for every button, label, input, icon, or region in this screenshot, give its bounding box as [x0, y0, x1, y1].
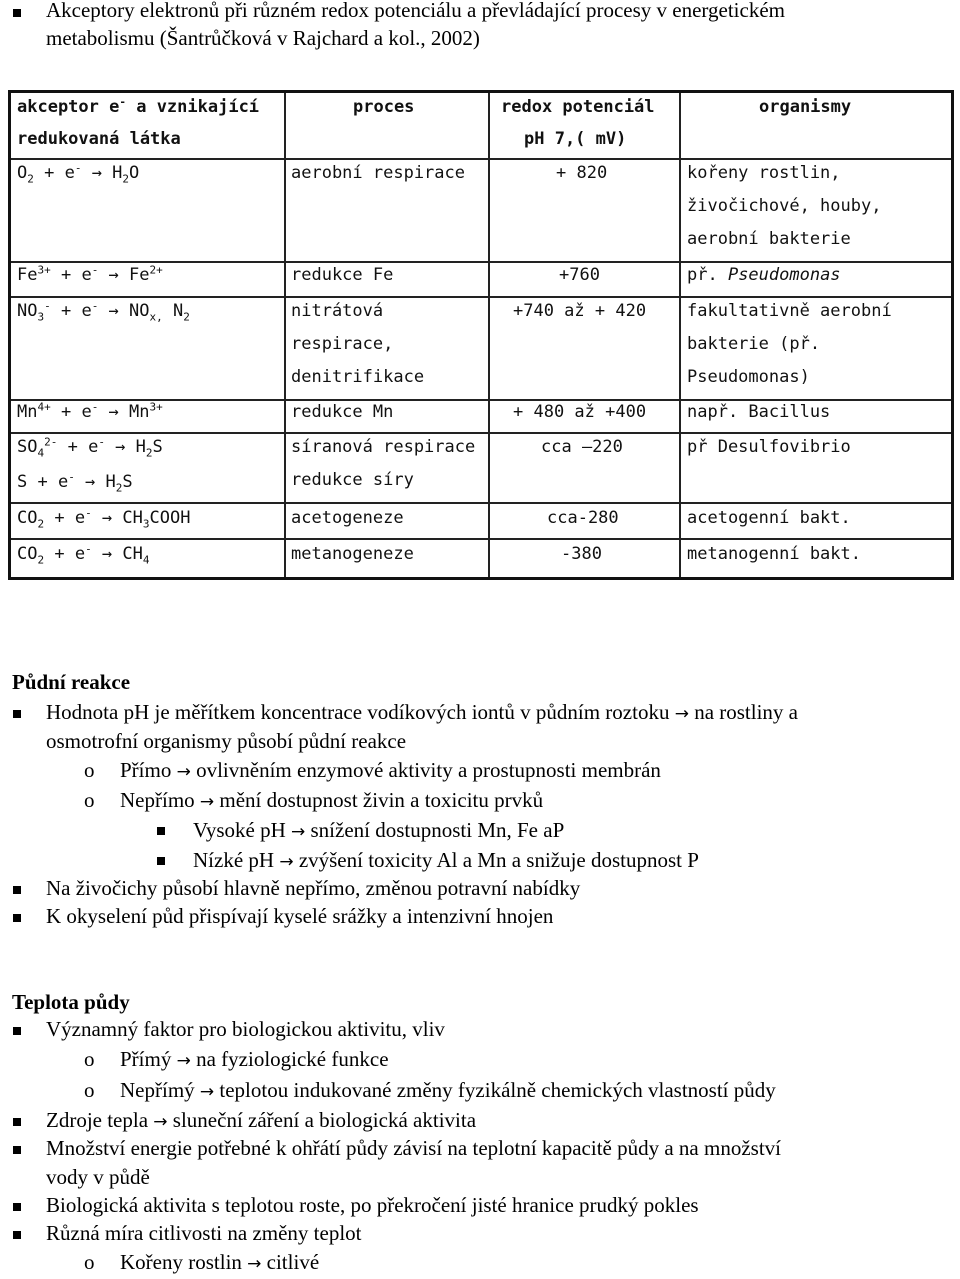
- equation-s: $S + e^- \to H_2S$: [17, 470, 133, 495]
- soil-reaction-indirect: Nepřímo → mění dostupnost živin a toxicitu prvků: [120, 788, 544, 812]
- header-process: proces: [353, 97, 415, 117]
- bullet-marker: [13, 1027, 21, 1035]
- equation-mn: $Mn^{4+} + e^- \to Mn^{3+}$: [17, 400, 163, 422]
- header-redox-ph: pH 7,( mV): [524, 129, 627, 149]
- process-cell: redukce Fe: [291, 265, 394, 285]
- organism-cell: fakultativně aerobní: [687, 301, 892, 321]
- electron-acceptor-table: [8, 90, 954, 580]
- soil-reaction-bullet-1-line-2: osmotrofní organismy působí půdní reakce: [46, 729, 407, 753]
- circle-bullet: o: [84, 1250, 95, 1274]
- bullet-marker: [157, 827, 165, 835]
- soil-temp-bullet-2: Zdroje tepla → sluneční záření a biologická aktivita: [46, 1108, 477, 1132]
- arrow-icon: →: [199, 1082, 215, 1102]
- potential-cell: cca-280: [547, 508, 619, 528]
- potential-cell: +740 až + 420: [513, 301, 647, 321]
- soil-reaction-low-ph: Nízké pH → zvýšení toxicity Al a Mn a snižuje dostupnost P: [193, 848, 699, 872]
- soil-temp-indirect: Nepřímý → teplotou indukované změny fyzikálně chemických vlastností půdy: [120, 1078, 776, 1102]
- process-cell: redukce síry: [291, 470, 414, 490]
- potential-cell: -380: [561, 544, 602, 564]
- bullet-marker: [13, 886, 21, 894]
- process-cell: redukce Mn: [291, 402, 394, 422]
- soil-temp-bullet-3: Množství energie potřebné k ohřátí půdy závisí na teplotní kapacitě půdy a na množství: [46, 1136, 781, 1160]
- arrow-icon: →: [199, 792, 215, 812]
- potential-cell: +760: [559, 265, 600, 285]
- equation-co2-acetate: $CO_2 + e^-$ → $CH_3COOH$: [17, 506, 191, 531]
- organism-cell: např. Bacillus: [687, 402, 831, 422]
- equation-o2: $O_2 + e^- \to H_2O$: [17, 161, 140, 186]
- soil-temp-bullet-5: Různá míra citlivosti na změny teplot: [46, 1221, 362, 1245]
- bullet-marker: [13, 1146, 21, 1154]
- arrow-icon: →: [176, 762, 191, 782]
- organism-cell: aerobní bakterie: [687, 229, 851, 249]
- bullet-marker: [13, 9, 21, 17]
- circle-bullet: o: [84, 1078, 95, 1102]
- arrow-icon: →: [279, 852, 294, 872]
- process-cell: nitrátová: [291, 301, 384, 321]
- organism-cell: metanogenní bakt.: [687, 544, 861, 564]
- header-organisms: organismy: [759, 97, 852, 117]
- section-heading-soil-temperature: Teplota půdy: [12, 990, 130, 1014]
- soil-reaction-bullet-3: K okyselení půd přispívají kyselé srážky a intenzivní hnojen: [46, 904, 554, 928]
- bullet-marker: [13, 1231, 21, 1239]
- organism-cell: př Desulfovibrio: [687, 437, 851, 457]
- soil-temp-bullet-1: Významný faktor pro biologickou aktivitu, vliv: [46, 1017, 445, 1041]
- header-acceptor: akceptor e- a vznikající: [17, 95, 260, 117]
- equation-so4: $SO_4^{2-} + e^- \to H_2S$: [17, 435, 163, 460]
- process-cell: acetogeneze: [291, 508, 404, 528]
- arrow-icon: →: [291, 822, 306, 842]
- soil-reaction-high-ph: Vysoké pH → snížení dostupnosti Mn, Fe aP: [193, 818, 565, 842]
- circle-bullet: o: [84, 758, 95, 782]
- organism-cell: acetogenní bakt.: [687, 508, 851, 528]
- arrow-icon: →: [247, 1254, 262, 1274]
- organism-cell: bakterie (př.: [687, 334, 821, 354]
- soil-temp-bullet-4: Biologická aktivita s teplotou roste, po překročení jisté hranice prudký pokles: [46, 1193, 699, 1217]
- circle-bullet: o: [84, 1047, 95, 1071]
- organism-cell: Pseudomonas): [687, 367, 810, 387]
- intro-line-2: metabolismu (Šantrůčková v Rajchard a kol., 2002): [46, 26, 480, 50]
- bullet-marker: [13, 1203, 21, 1211]
- bullet-marker: [157, 857, 165, 865]
- equation-no3: $NO_3^- + e^- \to NO_{x,}$ $N_2$: [17, 299, 190, 324]
- process-cell: denitrifikace: [291, 367, 425, 387]
- arrow-icon: →: [176, 1051, 191, 1071]
- organism-cell: př. Pseudomonas: [687, 265, 841, 285]
- potential-cell: + 820: [556, 163, 608, 183]
- intro-line-1: Akceptory elektronů při různém redox potenciálu a převládající procesy v energetickém: [46, 0, 785, 22]
- section-heading-soil-reaction: Půdní reakce: [12, 670, 131, 694]
- arrow-icon: →: [674, 704, 689, 724]
- bullet-marker: [13, 1118, 21, 1126]
- process-cell: metanogeneze: [291, 544, 414, 564]
- equation-co2-methane: $CO_2 + e^- \to CH_4$: [17, 542, 150, 567]
- soil-reaction-direct: Přímo → ovlivněním enzymové aktivity a prostupnosti membrán: [120, 758, 661, 782]
- potential-cell: cca –220: [541, 437, 623, 457]
- soil-temp-direct: Přímý → na fyziologické funkce: [120, 1047, 389, 1071]
- header-redox: redox potenciál: [501, 97, 655, 117]
- soil-temp-roots: Kořeny rostlin → citlivé: [120, 1250, 320, 1274]
- process-cell: aerobní respirace: [291, 163, 465, 183]
- circle-bullet: o: [84, 788, 95, 812]
- bullet-marker: [13, 914, 21, 922]
- process-cell: respirace,: [291, 334, 394, 354]
- equation-fe: $Fe^{3+} + e^- \to Fe^{2+}$: [17, 263, 163, 285]
- soil-temp-bullet-3-line-2: vody v půdě: [46, 1165, 150, 1189]
- potential-cell: + 480 až +400: [513, 402, 647, 422]
- bullet-marker: [13, 710, 21, 718]
- header-acceptor-line2: redukovaná látka: [17, 129, 181, 149]
- organism-cell: živočichové, houby,: [687, 196, 882, 216]
- soil-reaction-bullet-2: Na živočichy působí hlavně nepřímo, změnou potravní nabídky: [46, 876, 581, 900]
- organism-cell: kořeny rostlin,: [687, 163, 841, 183]
- process-cell: síranová respirace: [291, 437, 476, 457]
- soil-reaction-bullet-1: Hodnota pH je měřítkem koncentrace vodíkových iontů v půdním roztoku → na rostliny a: [46, 700, 798, 724]
- arrow-icon: →: [153, 1112, 168, 1132]
